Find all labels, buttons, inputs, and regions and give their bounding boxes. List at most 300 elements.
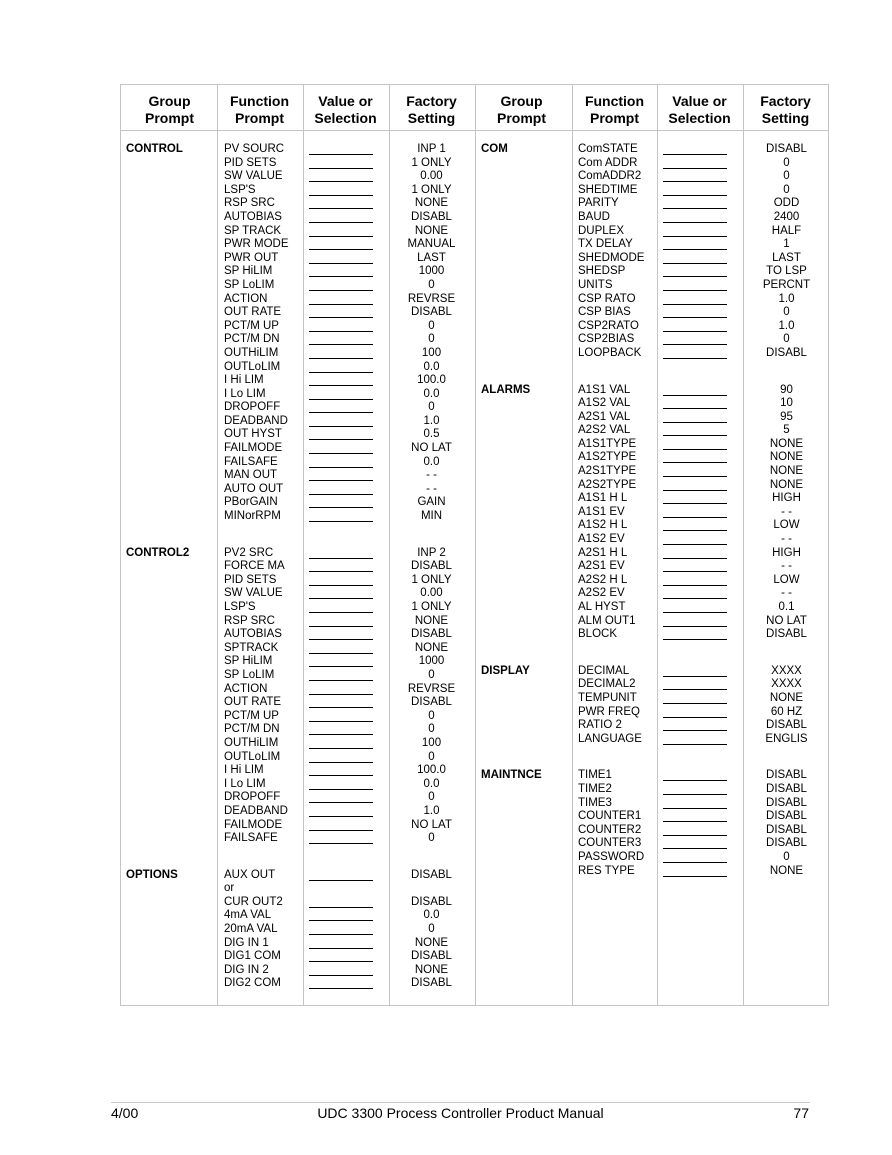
function-prompt: SPTRACK	[224, 641, 279, 654]
function-prompt: AL HYST	[578, 601, 626, 613]
function-prompt: TIME1	[578, 769, 612, 782]
factory-setting: 1 ONLY	[411, 183, 452, 196]
factory-setting: 0	[428, 709, 435, 722]
function-prompt: AUTO OUT	[224, 482, 284, 495]
factory-setting: 95	[780, 410, 793, 423]
factory-setting: ENGLIS	[765, 732, 808, 745]
value-selection-blank[interactable]	[309, 317, 373, 318]
table-row	[121, 560, 475, 574]
value-selection-blank[interactable]	[663, 876, 727, 877]
function-prompt: DROPOFF	[224, 401, 281, 414]
value-selection-blank[interactable]	[663, 317, 727, 318]
value-selection-blank[interactable]	[309, 907, 373, 908]
factory-setting: - -	[781, 560, 792, 573]
header-function-prompt: Function Prompt	[229, 93, 290, 126]
value-selection-blank[interactable]	[663, 181, 727, 182]
table-row	[475, 665, 830, 679]
table-row	[121, 401, 475, 415]
value-selection-blank[interactable]	[663, 689, 727, 690]
value-selection-blank[interactable]	[309, 521, 373, 522]
function-prompt: PCT/M DN	[224, 723, 280, 736]
table-row	[121, 683, 475, 697]
value-selection-blank[interactable]	[663, 236, 727, 237]
factory-setting: 0.0	[423, 777, 440, 790]
value-selection-blank[interactable]	[309, 816, 373, 817]
value-selection-blank[interactable]	[663, 290, 727, 291]
table-row	[121, 805, 475, 819]
factory-setting: NO LAT	[766, 614, 807, 627]
value-selection-blank[interactable]	[309, 961, 373, 962]
factory-setting: XXXX	[771, 678, 802, 691]
value-selection-blank[interactable]	[663, 331, 727, 332]
table-row	[121, 428, 475, 442]
table-row	[121, 696, 475, 710]
table-row	[121, 628, 475, 642]
table-row	[475, 333, 830, 347]
table-row	[475, 587, 830, 601]
value-selection-blank[interactable]	[309, 639, 373, 640]
value-selection-blank[interactable]	[309, 721, 373, 722]
table-row	[475, 733, 830, 747]
table-row	[475, 238, 830, 252]
table-row	[475, 837, 830, 851]
table-row	[121, 442, 475, 456]
value-selection-blank[interactable]	[663, 639, 727, 640]
value-selection-blank[interactable]	[309, 707, 373, 708]
factory-setting: 0.0	[423, 387, 440, 400]
factory-setting: 0	[428, 668, 435, 681]
value-selection-blank[interactable]	[663, 612, 727, 613]
table-row	[475, 170, 830, 184]
table-row	[121, 333, 475, 347]
function-prompt: OUTLoLIM	[224, 360, 281, 373]
table-row	[121, 238, 475, 252]
value-selection-blank[interactable]	[663, 821, 727, 822]
table-row	[121, 832, 475, 846]
factory-setting: NONE	[769, 864, 804, 877]
factory-setting: NONE	[769, 478, 804, 491]
function-prompt: AUTOBIAS	[224, 210, 282, 223]
header-group-prompt: Group Prompt	[497, 93, 546, 126]
function-prompt: MINorRPM	[224, 510, 281, 523]
table-row	[121, 496, 475, 510]
table-row	[475, 451, 830, 465]
value-selection-blank[interactable]	[309, 412, 373, 413]
function-prompt: DECIMAL2	[578, 678, 636, 691]
value-selection-blank[interactable]	[663, 462, 727, 463]
value-selection-blank[interactable]	[663, 598, 727, 599]
value-selection-blank[interactable]	[309, 208, 373, 209]
function-prompt: I Lo LIM	[224, 777, 266, 790]
value-selection-blank[interactable]	[663, 422, 727, 423]
value-selection-blank[interactable]	[309, 734, 373, 735]
value-selection-blank[interactable]	[663, 717, 727, 718]
header-value-selection: Value or Selection	[668, 93, 731, 126]
value-selection-blank[interactable]	[309, 344, 373, 345]
value-selection-blank[interactable]	[663, 208, 727, 209]
table-row	[475, 783, 830, 797]
value-selection-blank[interactable]	[663, 408, 727, 409]
value-selection-blank[interactable]	[663, 676, 727, 677]
factory-setting: REVRSE	[407, 682, 456, 695]
value-selection-blank[interactable]	[309, 694, 373, 695]
function-prompt: UNITS	[578, 278, 613, 291]
function-prompt: SHEDMODE	[578, 251, 645, 264]
value-selection-blank[interactable]	[663, 276, 727, 277]
value-selection-blank[interactable]	[309, 304, 373, 305]
function-prompt: CSP RATO	[578, 292, 636, 305]
factory-setting: 1000	[418, 265, 445, 278]
table-row	[475, 706, 830, 720]
function-prompt: SP HiLIM	[224, 655, 273, 668]
value-selection-blank[interactable]	[309, 453, 373, 454]
function-prompt: SW VALUE	[224, 587, 283, 600]
factory-setting: DISABL	[411, 696, 452, 709]
value-selection-blank[interactable]	[309, 934, 373, 935]
value-selection-blank[interactable]	[309, 276, 373, 277]
group-prompt: OPTIONS	[126, 868, 178, 881]
function-prompt: 4mA VAL	[224, 909, 272, 922]
value-selection-blank[interactable]	[309, 920, 373, 921]
value-selection-blank[interactable]	[309, 762, 373, 763]
table-row	[475, 615, 830, 629]
factory-setting: LOW	[773, 519, 800, 532]
table-row	[475, 197, 830, 211]
factory-setting: 1	[783, 238, 790, 251]
factory-setting: TO LSP	[766, 265, 807, 278]
footer-date: 4/00	[111, 1105, 139, 1121]
function-prompt: PCT/M UP	[224, 319, 279, 332]
factory-setting: 1.0	[423, 804, 440, 817]
function-prompt: OUT RATE	[224, 696, 282, 709]
table-row	[475, 574, 830, 588]
value-selection-blank[interactable]	[309, 988, 373, 989]
factory-setting: DISABL	[766, 823, 807, 836]
value-selection-blank[interactable]	[663, 530, 727, 531]
table-row	[475, 320, 830, 334]
function-prompt: PCT/M UP	[224, 709, 279, 722]
factory-setting: DISABL	[766, 810, 807, 823]
table-row	[475, 797, 830, 811]
header-group-prompt: Group Prompt	[145, 93, 194, 126]
value-selection-blank[interactable]	[309, 494, 373, 495]
value-selection-blank[interactable]	[309, 666, 373, 667]
value-selection-blank[interactable]	[309, 467, 373, 468]
value-selection-blank[interactable]	[309, 263, 373, 264]
function-prompt: ALM OUT1	[578, 614, 636, 627]
group-maintnce	[475, 769, 830, 878]
factory-setting: 0	[783, 156, 790, 169]
function-prompt: ComSTATE	[578, 143, 638, 155]
function-prompt: A1S2 H L	[578, 519, 628, 532]
factory-setting: DISABL	[411, 210, 452, 223]
factory-setting: DISABL	[411, 950, 452, 963]
factory-setting: 5	[783, 424, 790, 437]
value-selection-blank[interactable]	[663, 703, 727, 704]
function-prompt: FAILMODE	[224, 442, 283, 455]
factory-setting: XXXX	[771, 664, 802, 677]
factory-setting: 0	[783, 170, 790, 183]
table-row	[475, 265, 830, 279]
value-selection-blank[interactable]	[663, 476, 727, 477]
value-selection-blank[interactable]	[663, 571, 727, 572]
table-row	[121, 977, 475, 991]
function-prompt: BLOCK	[578, 628, 617, 641]
factory-setting: INP 2	[417, 546, 446, 559]
factory-setting: GAIN	[417, 496, 446, 509]
value-selection-blank[interactable]	[663, 585, 727, 586]
value-selection-blank[interactable]	[663, 435, 727, 436]
function-prompt: A1S2 EV	[578, 533, 625, 546]
factory-setting: - -	[426, 482, 437, 495]
factory-setting: 0.0	[423, 909, 440, 922]
table-row	[121, 184, 475, 198]
function-prompt: OUTHiLIM	[224, 736, 279, 749]
table-row	[121, 510, 475, 524]
factory-setting: 1.0	[778, 292, 795, 305]
function-prompt: LSP'S	[224, 183, 256, 196]
factory-setting: - -	[781, 533, 792, 546]
group-prompt: CONTROL	[126, 143, 183, 155]
value-selection-blank[interactable]	[309, 222, 373, 223]
value-selection-blank[interactable]	[663, 862, 727, 863]
factory-setting: 1 ONLY	[411, 156, 452, 169]
function-prompt: RATIO 2	[578, 719, 622, 732]
value-selection-blank[interactable]	[663, 222, 727, 223]
table-row	[475, 851, 830, 865]
value-selection-blank[interactable]	[663, 395, 727, 396]
value-selection-blank[interactable]	[663, 808, 727, 809]
value-selection-blank[interactable]	[663, 195, 727, 196]
table-row	[475, 506, 830, 520]
value-selection-blank[interactable]	[309, 653, 373, 654]
function-prompt: OUT HYST	[224, 428, 282, 441]
factory-setting: NONE	[414, 224, 449, 237]
function-prompt: ACTION	[224, 682, 268, 695]
value-selection-blank[interactable]	[663, 490, 727, 491]
value-selection-blank[interactable]	[663, 744, 727, 745]
value-selection-blank[interactable]	[309, 181, 373, 182]
value-selection-blank[interactable]	[309, 612, 373, 613]
table-row	[475, 865, 830, 879]
factory-setting: DISABL	[411, 628, 452, 641]
table-row	[121, 587, 475, 601]
value-selection-blank[interactable]	[309, 830, 373, 831]
value-selection-blank[interactable]	[309, 372, 373, 373]
value-selection-blank[interactable]	[309, 558, 373, 559]
value-selection-blank[interactable]	[663, 154, 727, 155]
value-selection-blank[interactable]	[309, 880, 373, 881]
function-prompt: A1S1 H L	[578, 492, 628, 505]
group-prompt: DISPLAY	[481, 664, 530, 677]
table-row	[121, 547, 475, 561]
factory-setting: 0	[783, 333, 790, 346]
value-selection-blank[interactable]	[309, 626, 373, 627]
value-selection-blank[interactable]	[309, 680, 373, 681]
value-selection-blank[interactable]	[663, 730, 727, 731]
value-selection-blank[interactable]	[663, 558, 727, 559]
table-row	[121, 483, 475, 497]
value-selection-blank[interactable]	[663, 780, 727, 781]
table-row	[121, 157, 475, 171]
value-selection-blank[interactable]	[309, 748, 373, 749]
value-selection-blank[interactable]	[309, 948, 373, 949]
factory-setting: - -	[781, 505, 792, 518]
function-prompt: CSP2RATO	[578, 319, 639, 332]
value-selection-blank[interactable]	[663, 449, 727, 450]
value-selection-blank[interactable]	[309, 399, 373, 400]
value-selection-blank[interactable]	[663, 517, 727, 518]
value-selection-blank[interactable]	[663, 344, 727, 345]
value-selection-blank[interactable]	[663, 249, 727, 250]
configuration-table	[120, 84, 829, 1006]
factory-setting: 0.00	[420, 170, 443, 183]
table-row	[121, 361, 475, 375]
factory-setting: INP 1	[417, 143, 446, 155]
value-selection-blank[interactable]	[663, 503, 727, 504]
factory-setting: DISABL	[411, 977, 452, 990]
table-row	[475, 479, 830, 493]
table-row	[475, 719, 830, 733]
value-selection-blank[interactable]	[309, 154, 373, 155]
value-selection-blank[interactable]	[309, 168, 373, 169]
table-row	[121, 751, 475, 765]
factory-setting: 0	[428, 791, 435, 804]
table-row	[121, 669, 475, 683]
group-com	[475, 143, 830, 361]
factory-setting: NONE	[414, 963, 449, 976]
table-row	[475, 293, 830, 307]
value-selection-blank[interactable]	[309, 775, 373, 776]
value-selection-blank[interactable]	[309, 385, 373, 386]
function-prompt: MAN OUT	[224, 469, 278, 482]
right-table-body	[475, 143, 830, 878]
table-row	[121, 737, 475, 751]
factory-setting: DISABL	[411, 306, 452, 319]
table-row	[121, 642, 475, 656]
table-row	[121, 415, 475, 429]
factory-setting: 0	[428, 750, 435, 763]
table-row	[475, 397, 830, 411]
value-selection-blank[interactable]	[309, 195, 373, 196]
value-selection-blank[interactable]	[663, 263, 727, 264]
table-row	[121, 950, 475, 964]
value-selection-blank[interactable]	[663, 848, 727, 849]
table-row	[121, 306, 475, 320]
function-prompt: A2S2 EV	[578, 587, 625, 600]
factory-setting: HIGH	[772, 492, 801, 505]
factory-setting: LAST	[772, 251, 801, 264]
value-selection-blank[interactable]	[663, 544, 727, 545]
value-selection-blank[interactable]	[663, 835, 727, 836]
header-factory-setting: Factory Setting	[406, 93, 457, 126]
value-selection-blank[interactable]	[663, 626, 727, 627]
value-selection-blank[interactable]	[309, 507, 373, 508]
factory-setting: MANUAL	[407, 238, 456, 251]
value-selection-blank[interactable]	[309, 789, 373, 790]
factory-setting: DISABL	[766, 628, 807, 641]
value-selection-blank[interactable]	[309, 236, 373, 237]
group-control	[121, 143, 475, 524]
factory-setting: NONE	[769, 465, 804, 478]
table-row	[475, 465, 830, 479]
factory-setting: 0.0	[423, 360, 440, 373]
table-row	[121, 225, 475, 239]
value-selection-blank[interactable]	[309, 439, 373, 440]
group-prompt: ALARMS	[481, 383, 531, 396]
function-prompt: A2S1TYPE	[578, 465, 637, 478]
function-prompt: PWR FREQ	[578, 705, 640, 718]
factory-setting: 100.0	[417, 374, 446, 387]
value-selection-blank[interactable]	[663, 794, 727, 795]
table-row	[475, 492, 830, 506]
value-selection-blank[interactable]	[309, 358, 373, 359]
factory-setting: 0	[428, 278, 435, 291]
footer-title: UDC 3300 Process Controller Product Manual	[317, 1105, 604, 1121]
function-prompt: DEADBAND	[224, 804, 288, 817]
table-row	[475, 157, 830, 171]
factory-setting: 1.0	[778, 319, 795, 332]
function-prompt: A2S2 H L	[578, 573, 628, 586]
value-selection-blank[interactable]	[309, 290, 373, 291]
factory-setting: DISABL	[766, 782, 807, 795]
value-selection-blank[interactable]	[309, 331, 373, 332]
value-selection-blank[interactable]	[309, 843, 373, 844]
value-selection-blank[interactable]	[309, 480, 373, 481]
value-selection-blank[interactable]	[309, 571, 373, 572]
table-row	[121, 723, 475, 737]
value-selection-blank[interactable]	[309, 249, 373, 250]
function-prompt: DIG1 COM	[224, 950, 281, 963]
table-row	[475, 692, 830, 706]
factory-setting: 10	[780, 397, 793, 410]
factory-setting: 1 ONLY	[411, 601, 452, 613]
value-selection-blank[interactable]	[663, 168, 727, 169]
table-row	[121, 293, 475, 307]
group-prompt: COM	[481, 143, 508, 155]
table-row	[121, 909, 475, 923]
table-row	[121, 791, 475, 805]
function-prompt: PID SETS	[224, 573, 277, 586]
table-row	[121, 896, 475, 910]
value-selection-blank[interactable]	[309, 975, 373, 976]
value-selection-blank[interactable]	[309, 426, 373, 427]
function-prompt: FORCE MA	[224, 560, 285, 573]
table-row	[121, 374, 475, 388]
function-prompt: RES TYPE	[578, 864, 635, 877]
function-prompt: I Lo LIM	[224, 387, 266, 400]
factory-setting: NONE	[769, 451, 804, 464]
table-row	[121, 869, 475, 883]
value-selection-blank[interactable]	[663, 304, 727, 305]
value-selection-blank[interactable]	[663, 358, 727, 359]
factory-setting: NONE	[414, 936, 449, 949]
table-row	[121, 574, 475, 588]
value-selection-blank[interactable]	[309, 802, 373, 803]
function-prompt: Com ADDR	[578, 156, 638, 169]
function-prompt: FAILSAFE	[224, 455, 278, 468]
table-row	[475, 438, 830, 452]
group-options	[121, 869, 475, 991]
function-prompt: DIG2 COM	[224, 977, 281, 990]
factory-setting: 0	[783, 183, 790, 196]
factory-setting: DISABL	[766, 769, 807, 782]
value-selection-blank[interactable]	[309, 585, 373, 586]
value-selection-blank[interactable]	[309, 598, 373, 599]
factory-setting: NO LAT	[411, 818, 452, 831]
factory-setting: 2400	[773, 210, 800, 223]
function-prompt: TX DELAY	[578, 238, 633, 251]
